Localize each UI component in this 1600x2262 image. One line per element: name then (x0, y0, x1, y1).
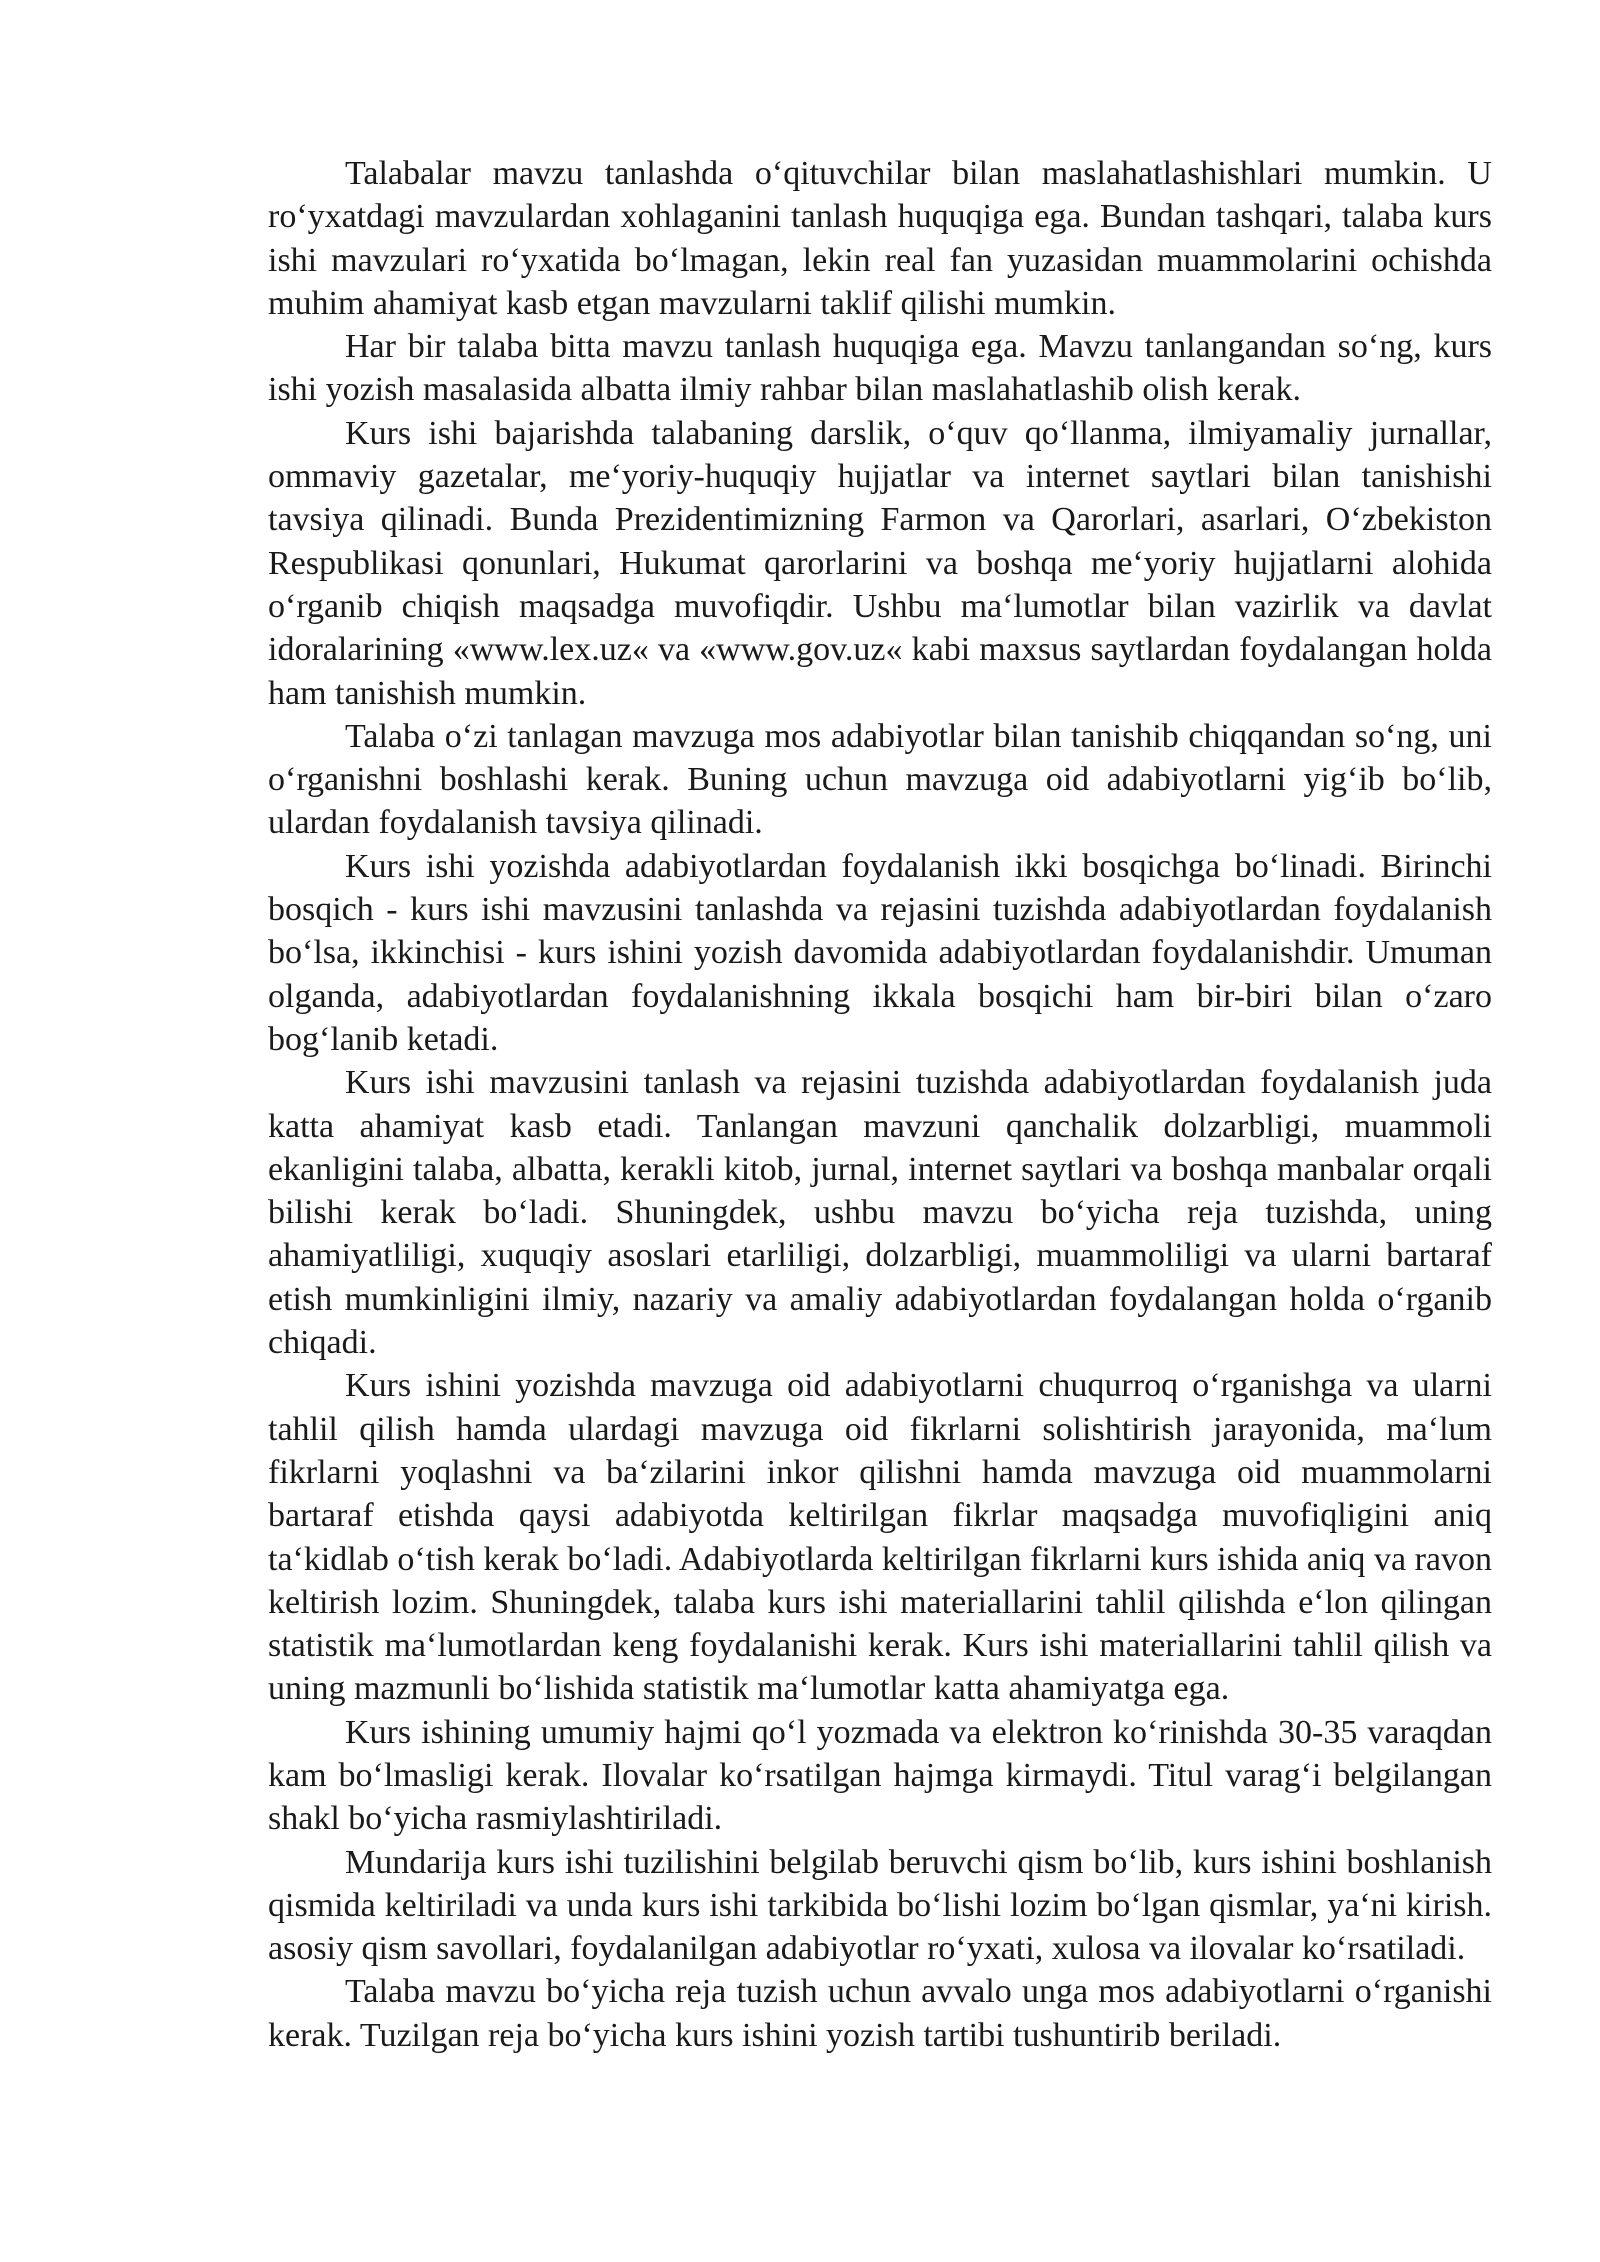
paragraph-two-stages: Kurs ishi yozishda adabiyotlardan foydalanish ikki bosqichga bo‘linadi. Birinchi bosqich - kurs ishi mavzusini tanlashda va rejasini tuzishda adabiyotlardan foydalanish bo‘lsa, ikkinchisi - kurs ishini yozish davomida adabiyotlardan foydalanishdir. Umuman olganda, adabiyotlardan foydalanishning ikkala bosqichi ham bir-biri bilan o‘zaro bog‘lanib ketadi. (268, 847, 1492, 1058)
paragraph-volume: Kurs ishining umumiy hajmi qo‘l yozmada va elektron ko‘rinishda 30-35 varaqdan kam bo‘lmasligi kerak. Ilovalar ko‘rsatilgan hajmga kirmaydi. Titul varag‘i belgilangan shakl bo‘yicha rasmiylashtiriladi. (268, 1713, 1492, 1838)
paragraph-literature-study: Talaba o‘zi tanlagan mavzuga mos adabiyotlar bilan tanishib chiqqandan so‘ng, uni o‘rganishni boshlashi kerak. Buning uchun mavzuga oid adabiyotlarni yig‘ib bo‘lib, ulardan foydalanish tavsiya qilinadi. (268, 717, 1492, 842)
paragraph-topic-selection: Talabalar mavzu tanlashda o‘qituvchilar bilan maslahatlashishlari mumkin. U ro‘yxatdagi mavzulardan xohlaganini tanlash huquqiga ega. Bundan tashqari, talaba kurs ishi mavzulari ro‘yxatida bo‘lmagan, lekin real fan yuzasidan muammolarini ochishda muhim ahamiyat kasb etgan mavzularni taklif qilishi mumkin. (268, 155, 1492, 322)
paragraph-sources: Kurs ishi bajarishda talabaning darslik, o‘quv qo‘llanma, ilmiyamaliy jurnallar, ommaviy gazetalar, me‘yoriy-huquqiy hujjatlar va internet saytlari bilan tanishishi tavsiya qilinadi. Bunda Prezidentimizning Farmon va Qarorlari, asarlari, O‘zbekiston Respublikasi qonunlari, Hukumat qarorlarini va boshqa me‘yoriy hujjatlarni alohida o‘rganib chiqish maqsadga muvofiqdir. Ushbu ma‘lumotlar bilan vazirlik va davlat idoralarining «www.lex.uz« va «www.gov.uz« kabi maxsus saytlardan foydalangan holda ham tanishish mumkin. (268, 414, 1492, 712)
paragraph-one-topic: Har bir talaba bitta mavzu tanlash huquqiga ega. Mavzu tanlangandan so‘ng, kurs ishi yozish masalasida albatta ilmiy rahbar bilan maslahatlashib olish kerak. (268, 328, 1492, 409)
paragraph-topic-importance: Kurs ishi mavzusini tanlash va rejasini tuzishda adabiyotlardan foydalanish juda katta ahamiyat kasb etadi. Tanlangan mavzuni qanchalik dolzarbligi, muammoli ekanligini talaba, albatta, kerakli kitob, jurnal, internet saytlari va boshqa manbalar orqali bilishi kerak bo‘ladi. Shuningdek, ushbu mavzu bo‘yicha reja tuzishda, uning ahamiyatliligi, xuquqiy asoslari etarliligi, dolzarbligi, muammoliligi va ularni bartaraf etish mumkinligini ilmiy, nazariy va amaliy adabiyotlardan foydalangan holda o‘rganib chiqadi. (268, 1064, 1492, 1362)
paragraph-plan: Talaba mavzu bo‘yicha reja tuzish uchun avvalo unga mos adabiyotlarni o‘rganishi kerak. Tuzilgan reja bo‘yicha kurs ishini yozish tartibi tushuntirib beriladi. (268, 1973, 1492, 2054)
document-page (268, 152, 1492, 2057)
paragraph-analysis: Kurs ishini yozishda mavzuga oid adabiyotlarni chuqurroq o‘rganishga va ularni tahlil qilish hamda ulardagi mavzuga oid fikrlarni solishtirish jarayonida, ma‘lum fikrlarni yoqlashni va ba‘zilarini inkor qilishni hamda mavzuga oid muammolarni bartaraf etishda qaysi adabiyotda keltirilgan fikrlar maqsadga muvofiqligini aniq ta‘kidlab o‘tish kerak bo‘ladi. Adabiyotlarda keltirilgan fikrlarni kurs ishida aniq va ravon keltirish lozim. Shuningdek, talaba kurs ishi materiallarini tahlil qilishda e‘lon qilingan statistik ma‘lumotlardan keng foydalanishi kerak. Kurs ishi materiallarini tahlil qilish va uning mazmunli bo‘lishida statistik ma‘lumotlar katta ahamiyatga ega. (268, 1367, 1492, 1708)
paragraph-contents: Mundarija kurs ishi tuzilishini belgilab beruvchi qism bo‘lib, kurs ishini boshlanish qismida keltiriladi va unda kurs ishi tarkibida bo‘lishi lozim bo‘lgan qismlar, ya‘ni kirish. asosiy qism savollari, foydalanilgan adabiyotlar ro‘yxati, xulosa va ilovalar ko‘rsatiladi. (268, 1843, 1492, 1968)
